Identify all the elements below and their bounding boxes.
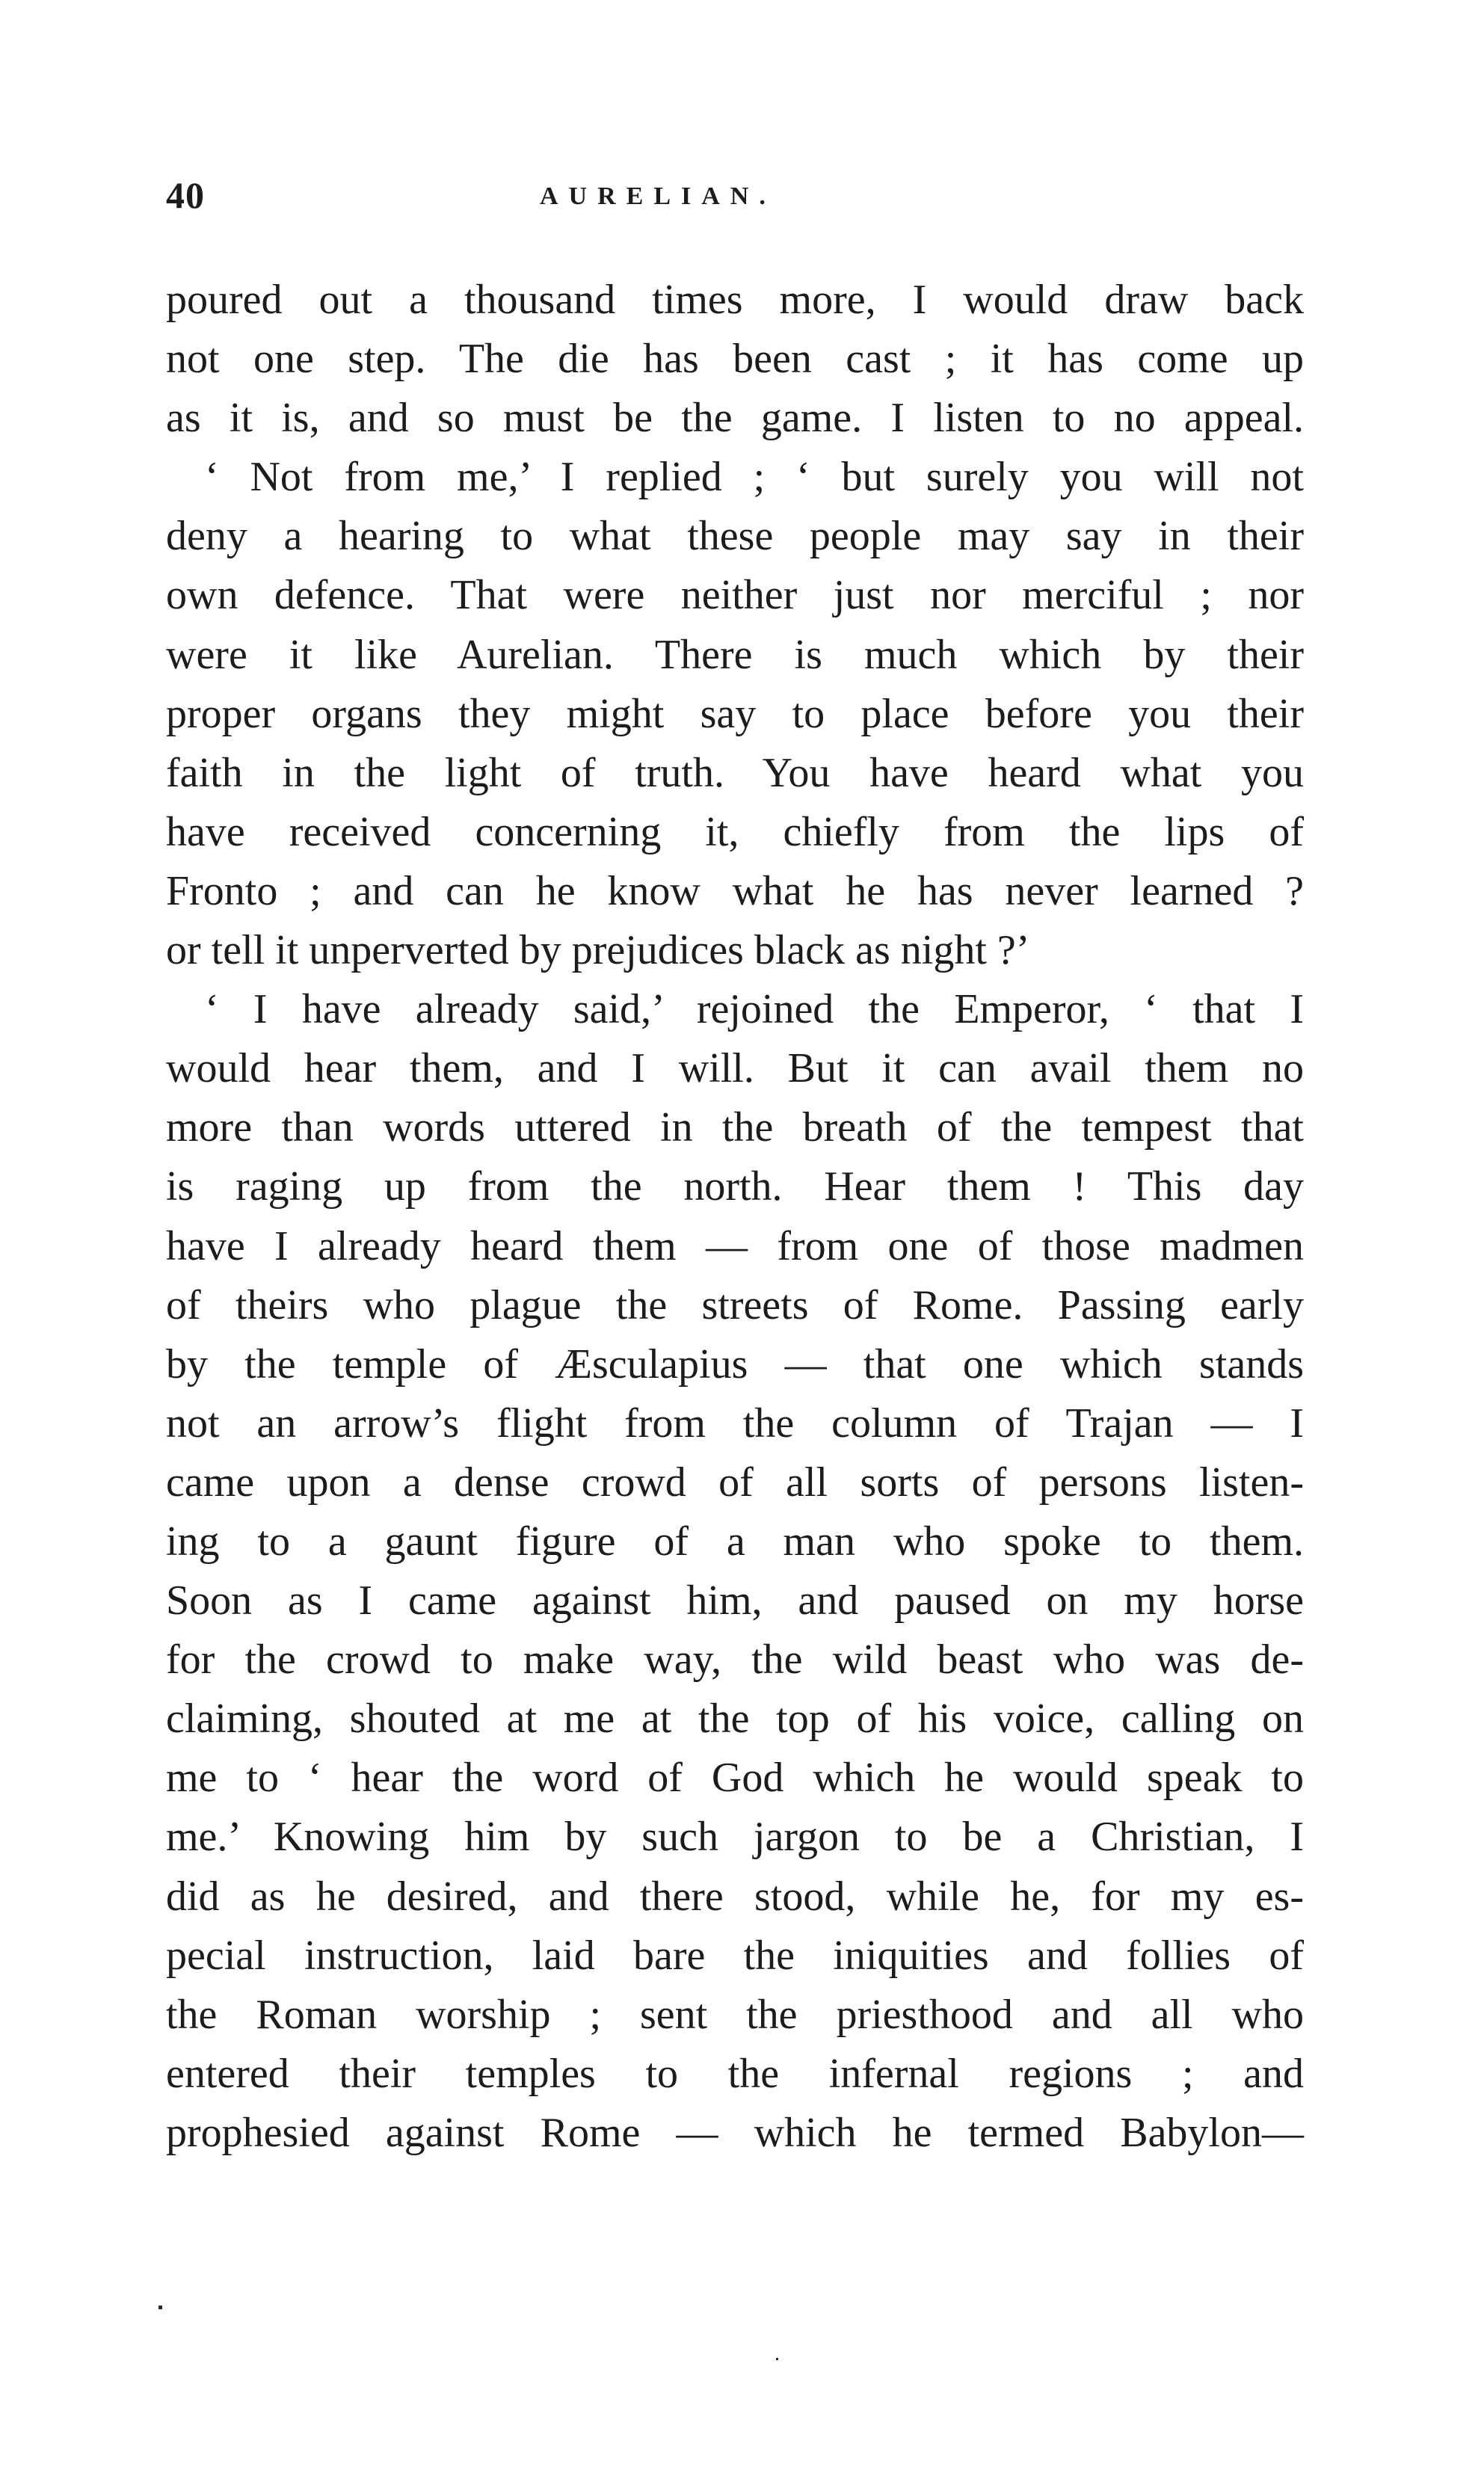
text-line: Soon as I came against him, and paused on my horse xyxy=(166,1577,1304,1625)
text-line: as it is, and so must be the game. I listen to no appeal. xyxy=(166,395,1304,442)
text-line: pecial instruction, laid bare the iniquities and follies of xyxy=(166,1932,1304,1979)
text-line: ‘ Not from me,’ I replied ; ‘ but surely you will not xyxy=(205,454,1304,501)
text-line: of theirs who plague the streets of Rome. Passing early xyxy=(166,1281,1304,1328)
text-line: faith in the light of truth. You have heard what you xyxy=(166,749,1304,796)
text-line: own defence. That were neither just nor merciful ; nor xyxy=(166,572,1304,619)
page-number: 40 xyxy=(166,174,205,216)
text-line: would hear them, and I will. But it can avail them no xyxy=(166,1045,1304,1092)
text-line: did as he desired, and there stood, while he, for my es- xyxy=(166,1873,1304,1920)
text-line: not an arrow’s flight from the column of Trajan — I xyxy=(166,1399,1304,1447)
text-line: claiming, shouted at me at the top of his voice, calling on xyxy=(166,1696,1304,1743)
body-text xyxy=(166,271,1304,2163)
page-header xyxy=(166,173,1304,233)
text-line: proper organs they might say to place before you their xyxy=(166,690,1304,737)
text-line: me.’ Knowing him by such jargon to be a Christian, I xyxy=(166,1814,1304,1861)
text-line: deny a hearing to what these people may say in their xyxy=(166,513,1304,560)
text-line: entered their temples to the infernal regions ; and xyxy=(166,2050,1304,2097)
text-line: me to ‘ hear the word of God which he would speak to xyxy=(166,1755,1304,1802)
text-line: not one step. The die has been cast ; it has come up xyxy=(166,336,1304,383)
text-line: for the crowd to make way, the wild beast who was de- xyxy=(166,1636,1304,1684)
print-speck xyxy=(158,2306,162,2309)
text-line: more than words uttered in the breath of the tempest that xyxy=(166,1104,1304,1151)
text-line: is raging up from the north. Hear them ! This day xyxy=(166,1163,1304,1210)
text-line: Fronto ; and can he know what he has never learned ? xyxy=(166,867,1304,914)
text-line: have received concerning it, chiefly from the lips of xyxy=(166,808,1304,855)
text-line: poured out a thousand times more, I would draw back xyxy=(166,277,1304,323)
text-line: were it like Aurelian. There is much which by their xyxy=(166,631,1304,678)
print-speck xyxy=(776,2358,778,2360)
text-line: ‘ I have already said,’ rejoined the Emperor, ‘ that I xyxy=(205,986,1304,1033)
running-title: AURELIAN. xyxy=(540,182,776,210)
text-line: the Roman worship ; sent the priesthood and all who xyxy=(166,1991,1304,2038)
text-line: by the temple of Æsculapius — that one which stands xyxy=(166,1340,1304,1388)
text-line: or tell it unperverted by prejudices black as night ?’ xyxy=(166,927,1030,974)
text-line: prophesied against Rome — which he termed Babylon— xyxy=(166,2109,1304,2156)
text-line: ing to a gaunt figure of a man who spoke to them. xyxy=(166,1518,1304,1565)
text-line: have I already heard them — from one of those madmen xyxy=(166,1222,1304,1269)
text-line: came upon a dense crowd of all sorts of persons listen- xyxy=(166,1459,1304,1506)
